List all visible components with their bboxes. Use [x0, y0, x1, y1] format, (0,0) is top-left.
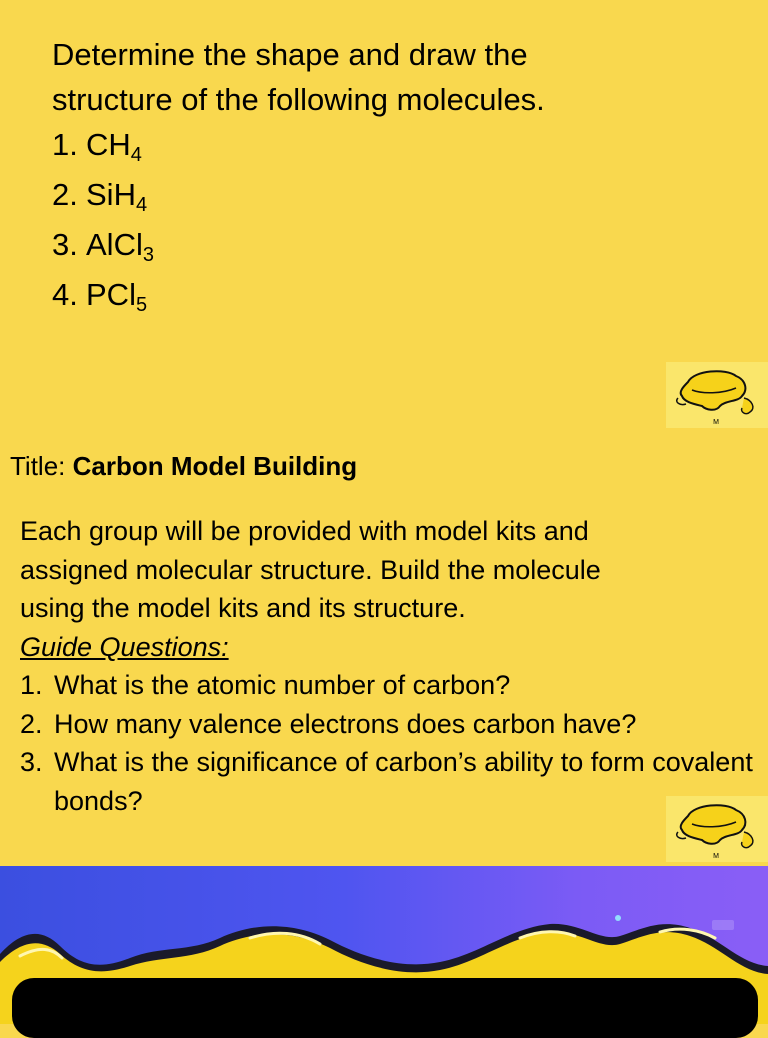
svg-text:M: M	[713, 853, 719, 860]
title-label: Title:	[10, 451, 66, 481]
svg-text:M: M	[713, 419, 719, 426]
cheese-melt-icon	[666, 362, 768, 428]
slide-molecules	[0, 0, 768, 440]
question-item: 1. What is the atomic number of carbon?	[20, 670, 511, 700]
instruction-line-3: using the model kits and its structure.	[20, 593, 466, 623]
logo-badge-top	[666, 362, 768, 428]
instruction-line-1: Each group will be provided with model kits and	[20, 516, 589, 546]
title-value: Carbon Model Building	[72, 451, 358, 481]
prompt-line-2: structure of the following molecules.	[52, 82, 545, 117]
molecule-list	[52, 122, 752, 322]
molecule-item: 1. $CH_4$	[52, 127, 142, 166]
instruction-line-2: assigned molecular structure. Build the molecule	[20, 554, 601, 585]
activity-body	[20, 512, 760, 820]
molecule-item: 2. SiH$_4$	[52, 177, 148, 216]
cheese-melt-icon	[666, 796, 768, 862]
question-item: 2. How many valence electrons does carbon have?	[20, 708, 637, 739]
prompt-text	[52, 32, 752, 322]
molecule-item: 4. PCl$_5$	[52, 277, 148, 316]
question-list	[20, 666, 760, 820]
molecule-item: 3. AlCl$_3$	[52, 227, 154, 266]
activity-title	[10, 451, 357, 482]
question-item: 3. What is the significance of carbon’s ability to form covalent bonds?	[20, 747, 753, 816]
guide-questions-heading: Guide Questions:	[20, 631, 229, 662]
bottom-black-bar	[12, 978, 758, 1038]
logo-badge-bottom	[666, 796, 768, 862]
prompt-line-1: Determine the shape and draw the	[52, 37, 528, 72]
